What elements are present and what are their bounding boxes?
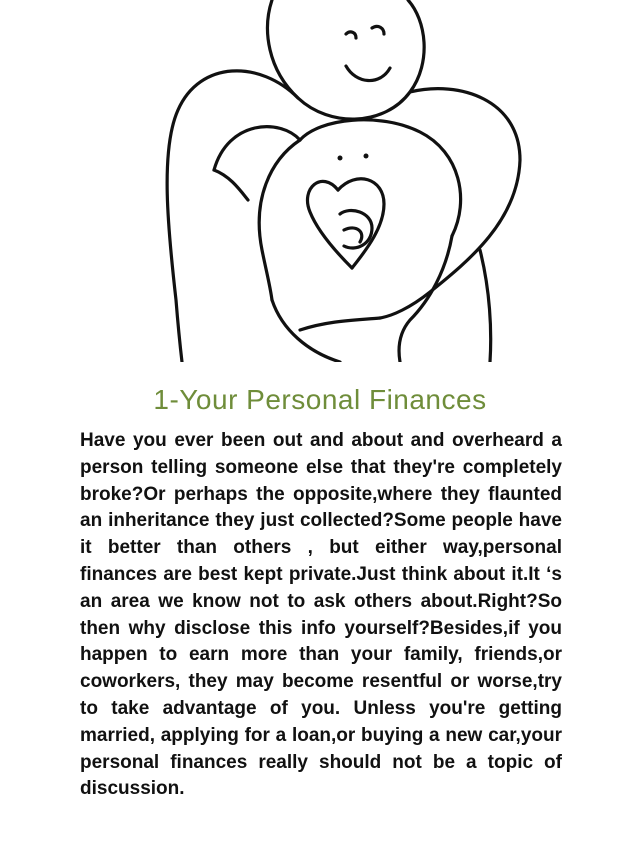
small-figure-body-left xyxy=(272,300,340,362)
small-figure-head-left xyxy=(259,140,300,300)
heart-right-lobe xyxy=(338,179,384,268)
big-figure-eye-right xyxy=(372,26,384,34)
big-figure-left-arm xyxy=(167,71,298,362)
heart-inner-finger-2 xyxy=(344,228,362,242)
big-figure-right-side xyxy=(480,250,491,362)
small-figure-eye-right xyxy=(364,154,369,159)
hug-heart-illustration xyxy=(0,0,640,362)
heart-left-lobe xyxy=(307,181,352,268)
small-figure-eye-left xyxy=(338,156,343,161)
section-title: 1-Your Personal Finances xyxy=(153,384,487,415)
big-figure-smile xyxy=(346,66,390,81)
small-figure-body-right xyxy=(399,236,452,362)
big-figure-head xyxy=(268,0,425,119)
inner-left-arm-curl xyxy=(214,170,248,200)
lower-hand xyxy=(300,318,380,330)
hugging-figures-heart-icon xyxy=(0,0,640,362)
big-figure-eye-left xyxy=(346,32,356,38)
section-body-text: Have you ever been out and about and overheard a person telling someone else that they're completely broke?Or perhaps the opposite,where they flaunted an inheritance they just collected?Some people have it better than others , but either way,personal finances are best kept private.Just think about it.It ‘s an area we know not to ask others about.Right?So then why disclose this info yourself?Besides,if you happen to earn more than your family, friends,or coworkers, they may become resentful or worse,try to take advantage of you. Unless you're getting married, applying for a loan,or buying a new car,your personal finances really should not be a topic of discussion. xyxy=(80,430,562,800)
